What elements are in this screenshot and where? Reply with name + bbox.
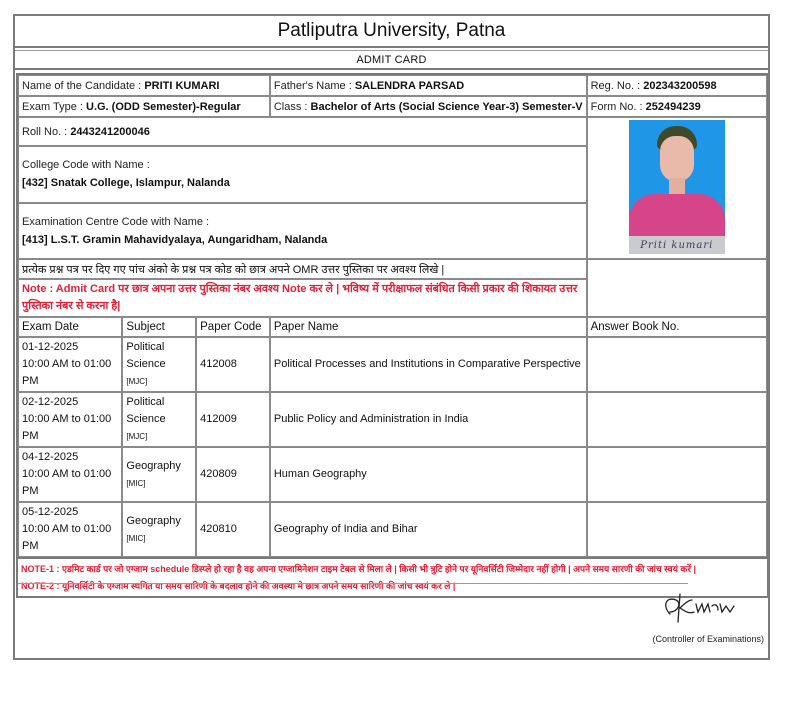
paper-name: Human Geography [270, 447, 587, 502]
photo-cell [587, 117, 767, 259]
centre-label: Examination Centre Code with Name : [22, 215, 210, 228]
roll-no-cell [18, 117, 587, 146]
roll-no-label: Roll No. : [22, 125, 68, 138]
omr-note-row [18, 259, 767, 279]
subject-cell [122, 447, 196, 502]
father-name: SALENDRA PARSAD [354, 79, 465, 92]
table-row [18, 392, 767, 447]
photo-signature: Priti kumari [629, 236, 725, 254]
paper-name: Geography of India and Bihar [270, 502, 587, 557]
answer-book-no [587, 447, 767, 502]
college-value: [432] Snatak College, Islampur, Nalanda [22, 177, 230, 190]
exam-date-cell [18, 502, 122, 557]
form-no-label: Form No. : [590, 100, 643, 113]
exam-date: 02-12-2025 [22, 396, 79, 408]
exam-type: U.G. (ODD Semester)-Regular [86, 100, 241, 113]
reg-no-cell [587, 75, 767, 96]
admit-card-table [16, 73, 769, 559]
father-name-cell [270, 75, 587, 96]
class-cell [270, 96, 587, 117]
subject: Political Science [126, 341, 166, 370]
table-row [18, 502, 767, 557]
exam-type-cell [18, 96, 270, 117]
subject-tag: [MJC] [126, 432, 148, 441]
reg-no: 202343200598 [643, 79, 717, 92]
candidate-name-label: Name of the Candidate : [22, 79, 142, 92]
subject-cell [122, 337, 196, 392]
candidate-name-cell [18, 75, 270, 96]
exam-time: 10:00 AM to 01:00 PM [22, 413, 112, 442]
candidate-name: PRITI KUMARI [144, 79, 220, 92]
exam-time: 10:00 AM to 01:00 PM [22, 358, 112, 387]
college-label: College Code with Name : [22, 159, 150, 172]
father-name-label: Father's Name : [273, 79, 352, 92]
subject: Geography [126, 459, 181, 472]
table-row [18, 447, 767, 502]
subject-tag: [MIC] [126, 533, 146, 543]
admit-card [13, 14, 770, 660]
roll-no: 2443241200046 [70, 125, 150, 138]
schedule-header-row [18, 317, 767, 337]
photo-face [660, 136, 694, 182]
college-cell [18, 146, 587, 202]
notes-divider [18, 583, 688, 584]
roll-row [18, 117, 767, 146]
omr-note: प्रत्येक प्रश्न पत्र पर दिए गए पांच अंको के प्रश्न पत्र कोड को छात्र अपने OMR उत्तर पुस्तिका पर अवश्य लिखे | [18, 259, 587, 279]
paper-name: Public Policy and Administration in India [270, 392, 587, 447]
info-row-1 [18, 75, 767, 96]
col-exam-date: Exam Date [18, 317, 122, 337]
exam-date: 04-12-2025 [22, 451, 79, 463]
subject-cell [122, 392, 196, 447]
paper-code: 412009 [196, 392, 270, 447]
subject-cell [122, 502, 196, 557]
class-label: Class : [273, 100, 308, 113]
subject-tag: [MJC] [126, 377, 148, 386]
exam-time: 10:00 AM to 01:00 PM [22, 468, 112, 497]
controller-signature [656, 592, 756, 624]
candidate-photo [629, 120, 725, 254]
answer-book-no [587, 502, 767, 557]
empty-note-side-cell [587, 259, 767, 317]
answer-book-no [587, 337, 767, 392]
paper-code: 420810 [196, 502, 270, 557]
paper-code: 412008 [196, 337, 270, 392]
photo-body [629, 194, 725, 236]
paper-name: Political Processes and Institutions in Comparative Perspective [270, 337, 587, 392]
subject-tag: [MIC] [126, 478, 146, 488]
exam-date: 01-12-2025 [22, 341, 79, 353]
col-paper-name: Paper Name [270, 317, 587, 337]
university-title: Patliputra University, Patna [15, 16, 768, 48]
table-row [18, 337, 767, 392]
note-1: NOTE-1 : एडमिट कार्ड पर जो एग्जाम schedule डिस्प्ले हो रहा है वह अपना एग्जामिनेशन टाइम टेबल से मिला ले | किसी भी त्रुटि होने पर यूनिवर्सिटी जिम्मेदार नहीं होगी | अपने समय सारणी की जांच स्वयं करें | [21, 564, 697, 574]
subject: Geography [126, 514, 181, 527]
exam-date-cell [18, 392, 122, 447]
paper-code: 420809 [196, 447, 270, 502]
class-value: Bachelor of Arts (Social Science Year-3) Semester-V [310, 100, 583, 113]
document-type: ADMIT CARD [15, 50, 768, 70]
centre-cell [18, 203, 587, 259]
exam-date-cell [18, 447, 122, 502]
col-answer-book: Answer Book No. [587, 317, 767, 337]
exam-type-label: Exam Type : [22, 100, 83, 113]
info-row-2 [18, 96, 767, 117]
centre-value: [413] L.S.T. Gramin Mahavidyalaya, Aungaridham, Nalanda [22, 233, 328, 246]
exam-date-cell [18, 337, 122, 392]
note-2: NOTE-2 : यूनिवर्सिटी के एग्जाम स्थगित या समय सारिणी के बदलाव होने की अवस्था मे छात्र अपने समय सारिणी की जांच स्वयं कर ले | [21, 581, 456, 591]
reg-no-label: Reg. No. : [590, 79, 641, 92]
controller-title: (Controller of Examinations) [652, 634, 764, 644]
col-subject: Subject [122, 317, 196, 337]
col-paper-code: Paper Code [196, 317, 270, 337]
answer-book-no [587, 392, 767, 447]
answer-book-note: Note : Admit Card पर छात्र अपना उत्तर पुस्तिका नंबर अवश्य Note कर ले | भविष्य में परीक्षाफल संबंधित किसी प्रकार की शिकायत उत्तर पुस्तिका नंबर से करना है| [18, 279, 587, 317]
exam-time: 10:00 AM to 01:00 PM [22, 523, 112, 552]
exam-date: 05-12-2025 [22, 506, 79, 518]
form-no: 252494239 [645, 100, 701, 113]
form-no-cell [587, 96, 767, 117]
subject: Political Science [126, 396, 166, 425]
